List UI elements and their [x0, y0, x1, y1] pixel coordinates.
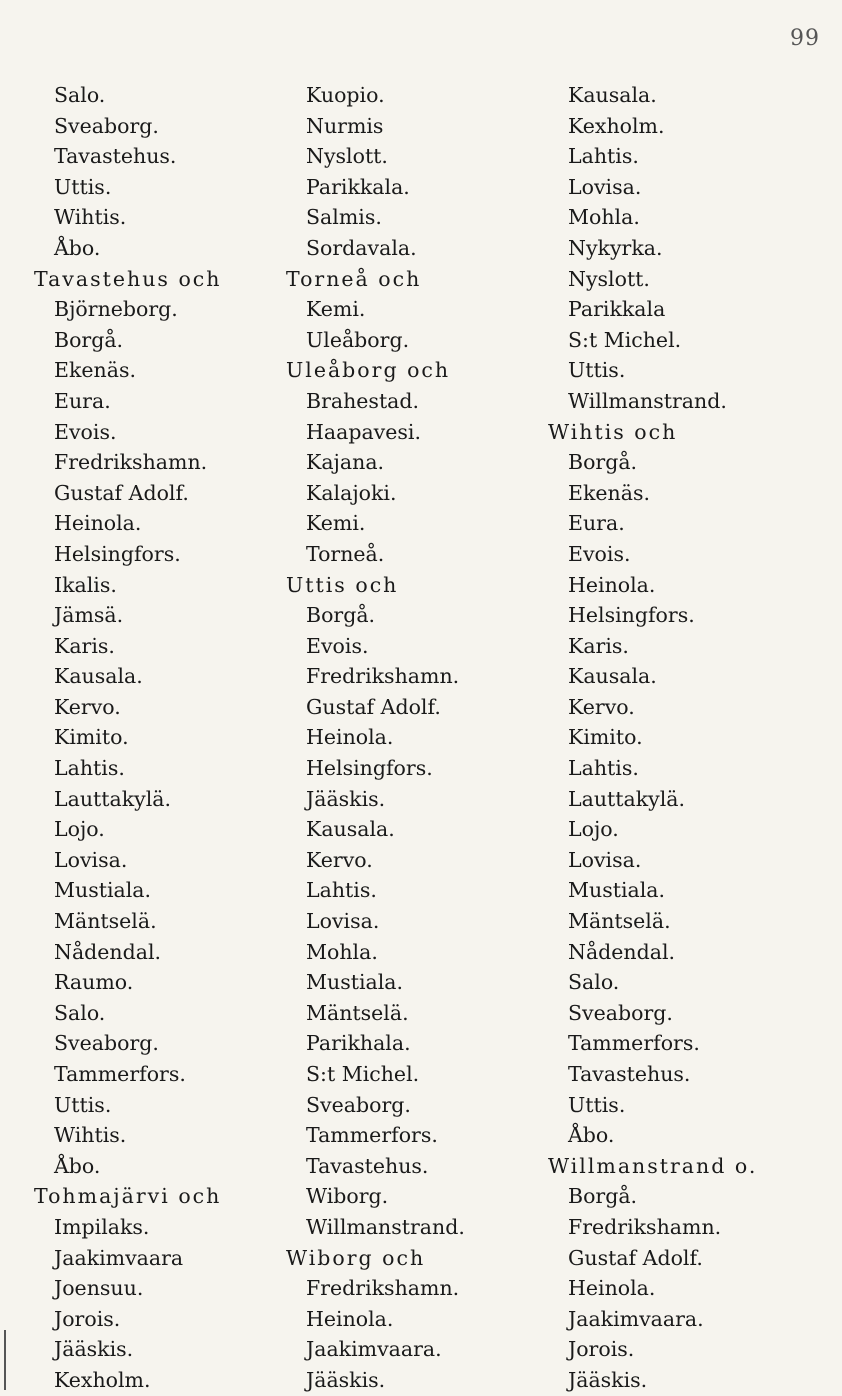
column-1	[34, 80, 284, 1396]
station-entry: Sveaborg.	[306, 1092, 411, 1117]
station-entry: Sveaborg.	[54, 113, 159, 138]
station-entry: Fredrikshamn.	[306, 1276, 460, 1301]
station-entry: Borgå.	[54, 327, 124, 352]
station-entry: Lahtis.	[568, 144, 639, 169]
station-entry: Uttis.	[54, 1092, 112, 1117]
station-entry: Lojo.	[568, 817, 619, 842]
station-entry: Eura.	[568, 511, 625, 536]
station-entry: Tammerfors.	[306, 1123, 438, 1148]
station-entry: Joensuu.	[54, 1276, 144, 1301]
station-entry: Torneå.	[306, 541, 385, 566]
station-entry: Björneborg.	[54, 297, 178, 322]
route-heading: Wihtis och	[548, 419, 678, 444]
station-entry: Borgå.	[568, 1184, 638, 1209]
station-entry: Karis.	[568, 633, 629, 658]
station-entry: Lahtis.	[306, 878, 377, 903]
station-entry: Uttis.	[54, 174, 112, 199]
station-entry: Mäntselä.	[54, 909, 157, 934]
station-entry: Parikhala.	[306, 1031, 411, 1056]
station-entry: Mäntselä.	[306, 1000, 409, 1025]
station-columns	[0, 80, 842, 1392]
station-entry: Lauttakylä.	[54, 786, 172, 811]
station-entry: Nyslott.	[568, 266, 650, 291]
station-entry: Jääskis.	[54, 1337, 134, 1362]
station-entry: Ikalis.	[54, 572, 117, 597]
station-entry: Willmanstrand.	[306, 1214, 465, 1239]
station-entry: Nådendal.	[568, 939, 676, 964]
station-entry: Impilaks.	[54, 1214, 150, 1239]
station-entry: Lauttakylä.	[568, 786, 686, 811]
station-entry: Eura.	[54, 388, 111, 413]
station-entry: Kexholm.	[54, 1367, 151, 1392]
station-entry: Karis.	[54, 633, 115, 658]
station-entry: Jaakimvaara	[54, 1245, 184, 1270]
station-entry: Kexholm.	[568, 113, 665, 138]
station-entry: Borgå.	[568, 450, 638, 475]
route-heading: Willmanstrand o.	[548, 1153, 758, 1178]
station-entry: Jaakimvaara.	[568, 1306, 704, 1331]
route-heading: Tavastehus och	[34, 266, 222, 291]
station-entry: Jääskis.	[306, 786, 386, 811]
column-2	[286, 80, 556, 1396]
station-entry: Lovisa.	[306, 909, 380, 934]
station-entry: Heinola.	[306, 1306, 394, 1331]
station-entry: Kimito.	[568, 725, 643, 750]
station-entry: Helsingfors.	[54, 541, 181, 566]
station-entry: Evois.	[568, 541, 631, 566]
station-entry: Kausala.	[568, 664, 657, 689]
station-entry: Ekenäs.	[54, 358, 136, 383]
station-entry: Uttis.	[568, 358, 626, 383]
station-entry: Åbo.	[568, 1123, 615, 1148]
station-entry: Kalajoki.	[306, 480, 397, 505]
station-entry: Brahestad.	[306, 388, 420, 413]
station-entry: Salmis.	[306, 205, 382, 230]
station-entry: Kervo.	[568, 694, 635, 719]
station-entry: S:t Michel.	[568, 327, 682, 352]
station-entry: Kemi.	[306, 511, 366, 536]
station-entry: Åbo.	[54, 1153, 101, 1178]
station-entry: Mäntselä.	[568, 909, 671, 934]
station-entry: Sveaborg.	[568, 1000, 673, 1025]
station-entry: Kervo.	[306, 847, 373, 872]
station-entry: Jääskis.	[306, 1367, 386, 1392]
station-entry: Raumo.	[54, 970, 134, 995]
station-entry: Kausala.	[54, 664, 143, 689]
station-entry: Jorois.	[568, 1337, 635, 1362]
station-entry: Sordavala.	[306, 235, 417, 260]
station-entry: Heinola.	[54, 511, 142, 536]
route-heading: Torneå och	[286, 266, 422, 291]
station-entry: Salo.	[568, 970, 620, 995]
station-entry: Helsingfors.	[306, 756, 433, 781]
station-entry: Mohla.	[306, 939, 378, 964]
station-entry: Wihtis.	[54, 1123, 127, 1148]
station-entry: Heinola.	[568, 572, 656, 597]
station-entry: Jämsä.	[54, 603, 124, 628]
station-entry: Jorois.	[54, 1306, 121, 1331]
station-entry: Kuopio.	[306, 83, 385, 107]
station-entry: Gustaf Adolf.	[568, 1245, 703, 1270]
station-entry: Helsingfors.	[568, 603, 695, 628]
station-entry: Sveaborg.	[54, 1031, 159, 1056]
station-entry: Lovisa.	[54, 847, 128, 872]
station-entry: Åbo.	[54, 235, 101, 260]
route-heading: Wiborg och	[286, 1245, 426, 1270]
station-entry: Wiborg.	[306, 1184, 389, 1209]
station-entry: Borgå.	[306, 603, 376, 628]
station-entry: Heinola.	[568, 1276, 656, 1301]
station-entry: Lovisa.	[568, 174, 642, 199]
station-entry: Lojo.	[54, 817, 105, 842]
page-number: 99	[790, 26, 820, 51]
station-entry: Nådendal.	[54, 939, 162, 964]
station-entry: Lahtis.	[54, 756, 125, 781]
station-entry: Gustaf Adolf.	[306, 694, 441, 719]
station-entry: Kimito.	[54, 725, 129, 750]
station-entry: Uleåborg.	[306, 327, 410, 352]
station-entry: Uttis.	[568, 1092, 626, 1117]
station-entry: Mustiala.	[568, 878, 666, 903]
station-entry: Tavastehus.	[54, 144, 177, 169]
station-entry: Kajana.	[306, 450, 385, 475]
station-entry: Tammerfors.	[54, 1062, 186, 1086]
station-entry: Parikkala	[568, 297, 666, 322]
station-entry: Heinola.	[306, 725, 394, 750]
station-entry: Salo.	[54, 1000, 106, 1025]
station-entry: Mustiala.	[54, 878, 152, 903]
station-entry: S:t Michel.	[306, 1062, 420, 1086]
station-entry: Tavastehus.	[568, 1062, 691, 1086]
station-entry: Parikkala.	[306, 174, 410, 199]
station-entry: Fredrikshamn.	[54, 450, 208, 475]
station-entry: Gustaf Adolf.	[54, 480, 189, 505]
station-entry: Ekenäs.	[568, 480, 650, 505]
margin-rule	[4, 1330, 6, 1390]
station-entry: Tavastehus.	[306, 1153, 429, 1178]
station-entry: Kausala.	[568, 83, 657, 107]
station-entry: Kemi.	[306, 297, 366, 322]
station-entry: Haapavesi.	[306, 419, 421, 444]
column-3	[548, 80, 842, 1396]
station-entry: Jääskis.	[568, 1367, 648, 1392]
station-entry: Evois.	[306, 633, 369, 658]
route-heading: Uttis och	[286, 572, 399, 597]
station-entry: Nyslott.	[306, 144, 388, 169]
station-entry: Lahtis.	[568, 756, 639, 781]
route-heading: Uleåborg och	[286, 358, 451, 383]
station-entry: Willmanstrand.	[568, 388, 727, 413]
station-entry: Nykyrka.	[568, 235, 663, 260]
station-entry: Wihtis.	[54, 205, 127, 230]
station-entry: Nurmis	[306, 113, 384, 138]
station-entry: Tammerfors.	[568, 1031, 700, 1056]
route-heading: Tohmajärvi och	[34, 1184, 222, 1209]
station-entry: Mustiala.	[306, 970, 404, 995]
station-entry: Kervo.	[54, 694, 121, 719]
station-entry: Jaakimvaara.	[306, 1337, 442, 1362]
station-entry: Lovisa.	[568, 847, 642, 872]
station-entry: Salo.	[54, 83, 106, 107]
station-entry: Evois.	[54, 419, 117, 444]
station-entry: Fredrikshamn.	[568, 1214, 722, 1239]
station-entry: Fredrikshamn.	[306, 664, 460, 689]
station-entry: Kausala.	[306, 817, 395, 842]
station-entry: Mohla.	[568, 205, 640, 230]
